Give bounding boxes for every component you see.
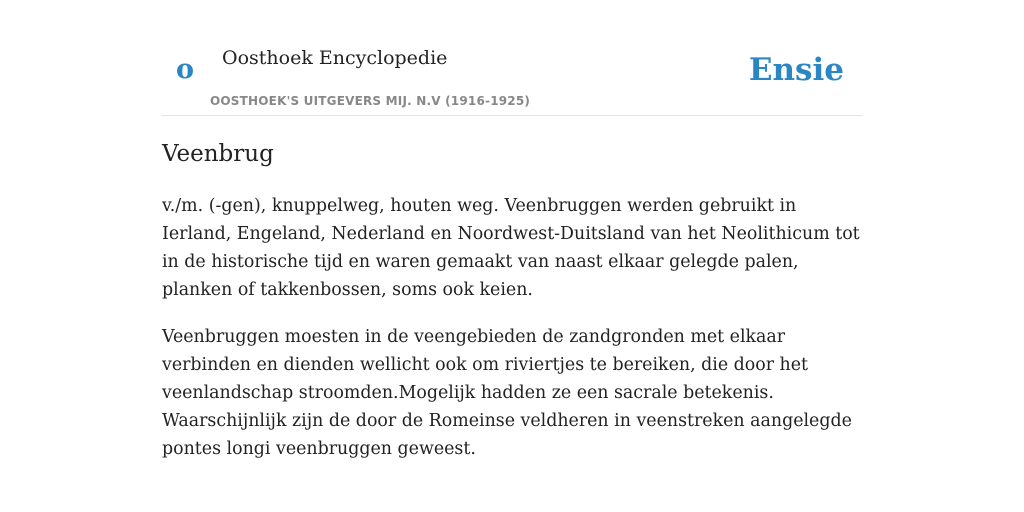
page-container [162, 0, 862, 459]
entry-paragraph: v./m. (-gen), knuppelweg, houten weg. Veenbruggen werden gebruikt in Ierland, Engeland, Nederland en Noordwest-Duitsland van het Neolithicum tot in de historische tijd en waren gemaakt van naast elkaar gelegde palen, planken of takkenbossen, soms ook keien. [162, 196, 860, 300]
source-title[interactable]: Oosthoek Encyclopedie [222, 47, 448, 69]
source-logo[interactable]: o [176, 54, 195, 85]
site-header [162, 0, 862, 116]
entry-title: Veenbrug [162, 141, 274, 167]
entry-body [162, 192, 862, 482]
entry-paragraph: Veenbruggen moesten in de veengebieden de zandgronden met elkaar verbinden en dienden wellicht ook om riviertjes te bereiken, die door het veenlandschap stroomden.Mogelijk hadden ze een sacrale betekenis. Waarschijnlijk zijn de door de Romeinse veldheren in veenstreken aangelegde pontes longi veenbruggen geweest. [162, 327, 852, 459]
ensie-brand-link[interactable]: Ensie [748, 52, 844, 88]
source-subtitle: OOSTHOEK'S UITGEVERS MIJ. N.V (1916-1925) [210, 94, 531, 108]
